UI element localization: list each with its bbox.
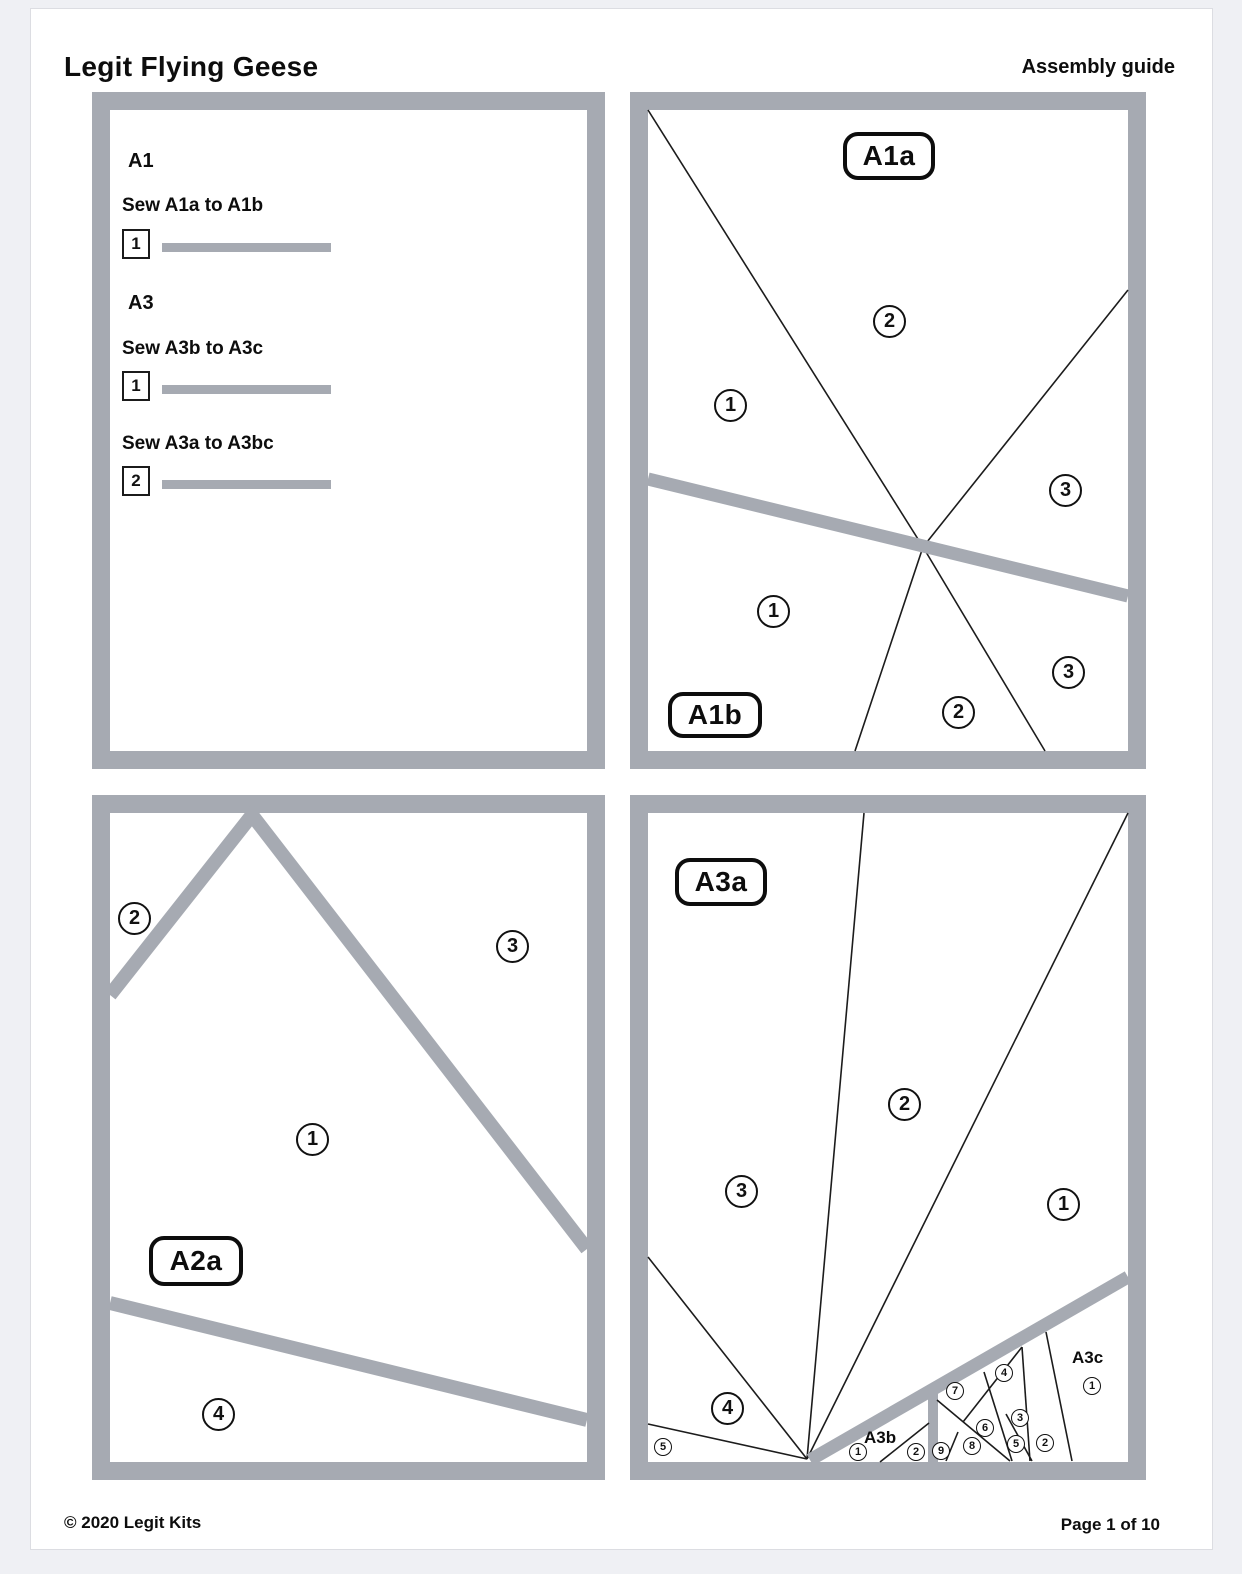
piece-number: 4 <box>202 1398 235 1431</box>
section-boundary-line <box>110 815 587 1249</box>
label-a3c: A3c <box>1072 1348 1104 1367</box>
badge-a1b: A1b <box>668 692 762 738</box>
piece-number: 3 <box>1049 474 1082 507</box>
piece-number: 2 <box>888 1088 921 1121</box>
step-text-a1-1: Sew A1a to A1b <box>122 195 264 216</box>
page-title: Legit Flying Geese <box>64 51 319 82</box>
a1-seam-diagram <box>648 110 1128 751</box>
section-head-a1: A1 <box>128 150 154 172</box>
step-text-a3-2: Sew A3a to A3bc <box>122 433 274 454</box>
piece-number-small: 3 <box>1011 1409 1029 1427</box>
step-seam-bar <box>162 243 331 252</box>
piece-number-small: 6 <box>976 1419 994 1437</box>
copyright-text: © 2020 Legit Kits <box>64 1513 202 1532</box>
badge-a1a: A1a <box>843 132 935 180</box>
seam-line <box>923 290 1128 547</box>
piece-number-small: 9 <box>932 1442 950 1460</box>
step-number-box: 1 <box>122 229 150 259</box>
piece-number-small: 2 <box>907 1443 925 1461</box>
piece-number: 2 <box>118 902 151 935</box>
a2-seam-diagram <box>110 813 587 1462</box>
piece-number-small: 8 <box>963 1437 981 1455</box>
step-number-box: 2 <box>122 466 150 496</box>
label-a3b: A3b <box>864 1428 897 1447</box>
piece-number: 3 <box>725 1175 758 1208</box>
piece-number-small: 2 <box>1036 1434 1054 1452</box>
page-indicator: Page 1 of 10 <box>1060 1515 1160 1534</box>
step-seam-bar <box>162 385 331 394</box>
seam-line <box>855 547 923 751</box>
step-number-box: 1 <box>122 371 150 401</box>
piece-number-small: 7 <box>946 1382 964 1400</box>
step-text-a3-1: Sew A3b to A3c <box>122 338 264 359</box>
piece-number: 1 <box>296 1123 329 1156</box>
piece-number-small: 5 <box>654 1438 672 1456</box>
piece-number: 3 <box>1052 656 1085 689</box>
section-head-a3: A3 <box>128 292 154 314</box>
piece-number: 3 <box>496 930 529 963</box>
piece-number-small: 4 <box>995 1364 1013 1382</box>
piece-number: 2 <box>942 696 975 729</box>
piece-number-small: 1 <box>849 1443 867 1461</box>
piece-number: 2 <box>873 305 906 338</box>
piece-number-small: 1 <box>1083 1377 1101 1395</box>
section-boundary-line <box>810 1277 1128 1460</box>
step-seam-bar <box>162 480 331 489</box>
badge-a3a: A3a <box>675 858 767 906</box>
a3-seam-diagram <box>648 813 1128 1462</box>
section-boundary-line <box>110 1303 587 1420</box>
piece-number: 1 <box>1047 1188 1080 1221</box>
piece-number: 1 <box>757 595 790 628</box>
piece-number-small: 5 <box>1007 1435 1025 1453</box>
badge-a2a: A2a <box>149 1236 243 1286</box>
piece-number: 1 <box>714 389 747 422</box>
assembly-guide-label: Assembly guide <box>1021 56 1175 78</box>
instructions-panel <box>92 92 605 769</box>
piece-number: 4 <box>711 1392 744 1425</box>
